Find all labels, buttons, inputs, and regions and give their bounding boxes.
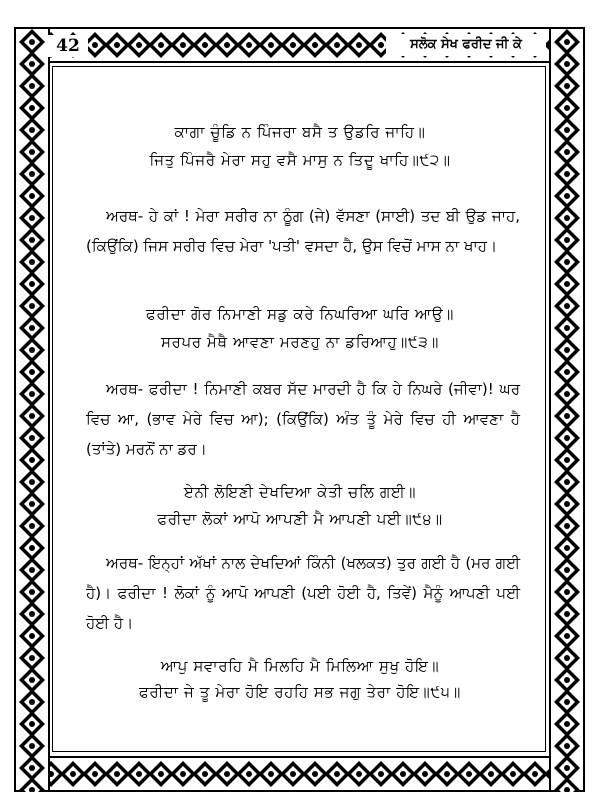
verse-line: ਫਰੀਦਾ ਜੇ ਤੂ ਮੇਰਾ ਹੋਇ ਰਹਹਿ ਸਭ ਜਗੁ ਤੇਰਾ ਹੋਇ॥੯੫॥ (139, 683, 461, 701)
decorative-border-right (549, 27, 585, 792)
verse-line: ਸਰਪਰ ਮੈਥੈ ਆਵਣਾ ਮਰਣਹੁ ਨਾ ਡਰਿਆਹੁ॥੯੩॥ (160, 333, 440, 351)
verse-line: ਫਰੀਦਾ ਗੋਰ ਨਿਮਾਣੀ ਸਡੁ ਕਰੇ ਨਿਘਰਿਆ ਘਰਿ ਆਉ॥ (145, 305, 455, 323)
meaning-paragraph: ਅਰਥ- ਹੇ ਕਾਂ ! ਮੇਰਾ ਸਰੀਰ ਨਾ ਠੂੰਗ (ਜੇ) ਵੱਸਣਾ (ਸਾਈ) ਤਦ ਬੀ ਉਡ ਜਾਹ, (ਕਿਉਂਕਿ) ਜਿਸ ਸਰੀਰ ਵਿਚ ਮੇਰਾ 'ਪਤੀ' ਵਸਦਾ ਹੈ, ਉਸ ਵਿਚੋਂ ਮਾਸ ਨਾ ਖਾਹ। (86, 207, 520, 255)
decorative-border-bottom (14, 756, 585, 792)
verse-line: ਆਪੁ ਸਵਾਰਹਿ ਮੈ ਮਿਲਹਿ ਮੈ ਮਿਲਿਆ ਸੁਖੁ ਹੋਇ॥ (160, 657, 440, 675)
decorative-border-left (14, 27, 50, 792)
meaning-paragraph: ਅਰਥ- ਫਰੀਦਾ ! ਨਿਮਾਣੀ ਕਬਰ ਸੱਦ ਮਾਰਦੀ ਹੈ ਕਿ ਹੇ ਨਿਘਰੇ (ਜੀਵਾ)! ਘਰ ਵਿਚ ਆ, (ਭਾਵ ਮੇਰੇ ਵਿਚ ਆ); (ਕਿਉਂਕਿ) ਅੰਤ ਤੂੰ ਮੇਰੇ ਵਿਚ ਹੀ ਆਵਣਾ ਹੈ (ਤਾਂਤੇ) ਮਰਨੋਂ ਨਾ ਡਰ। (86, 380, 520, 458)
verse-line: ਫਰੀਦਾ ਲੋਕਾਂ ਆਪੋ ਆਪਣੀ ਮੈ ਆਪਣੀ ਪਈ॥੯੪॥ (157, 510, 443, 528)
meaning-paragraph: ਅਰਥ- ਇਨ੍ਹਾਂ ਅੱਖਾਂ ਨਾਲ ਦੇਖਦਿਆਂ ਕਿੰਨੀ (ਖਲਕਤ) ਤੁਰ ਗਈ ਹੈ (ਮਰ ਗਈ ਹੈ)। ਫਰੀਦਾ ! ਲੋਕਾਂ ਨੂੰ ਆਪੋ ਆਪਣੀ (ਪਈ ਹੋਈ ਹੈ, ਤਿਵੇਂ) ਮੈਨੂੰ ਆਪਣੀ ਪਈ ਹੋਈ ਹੈ। (86, 554, 520, 632)
page-number: 42 (48, 35, 88, 57)
running-header: ਸਲੋਕ ਸੇਖ ਫਰੀਦ ਜੀ ਕੇ (386, 34, 546, 56)
verse-line: ਜਿਤੁ ਪਿੰਜਰੈ ਮੇਰਾ ਸਹੁ ਵਸੈ ਮਾਸੁ ਨ ਤਿਦੂ ਖਾਹਿ॥੯੨॥ (149, 151, 451, 169)
verse-line: ਕਾਗਾ ਚੂੰਡਿ ਨ ਪਿੰਜਰਾ ਬਸੈ ਤ ਉਡਰਿ ਜਾਹਿ॥ (174, 123, 426, 141)
verse-line: ਏਨੀ ਲੋਇਣੀ ਦੇਖਦਿਆ ਕੇਤੀ ਚਲਿ ਗਈ॥ (183, 483, 417, 501)
